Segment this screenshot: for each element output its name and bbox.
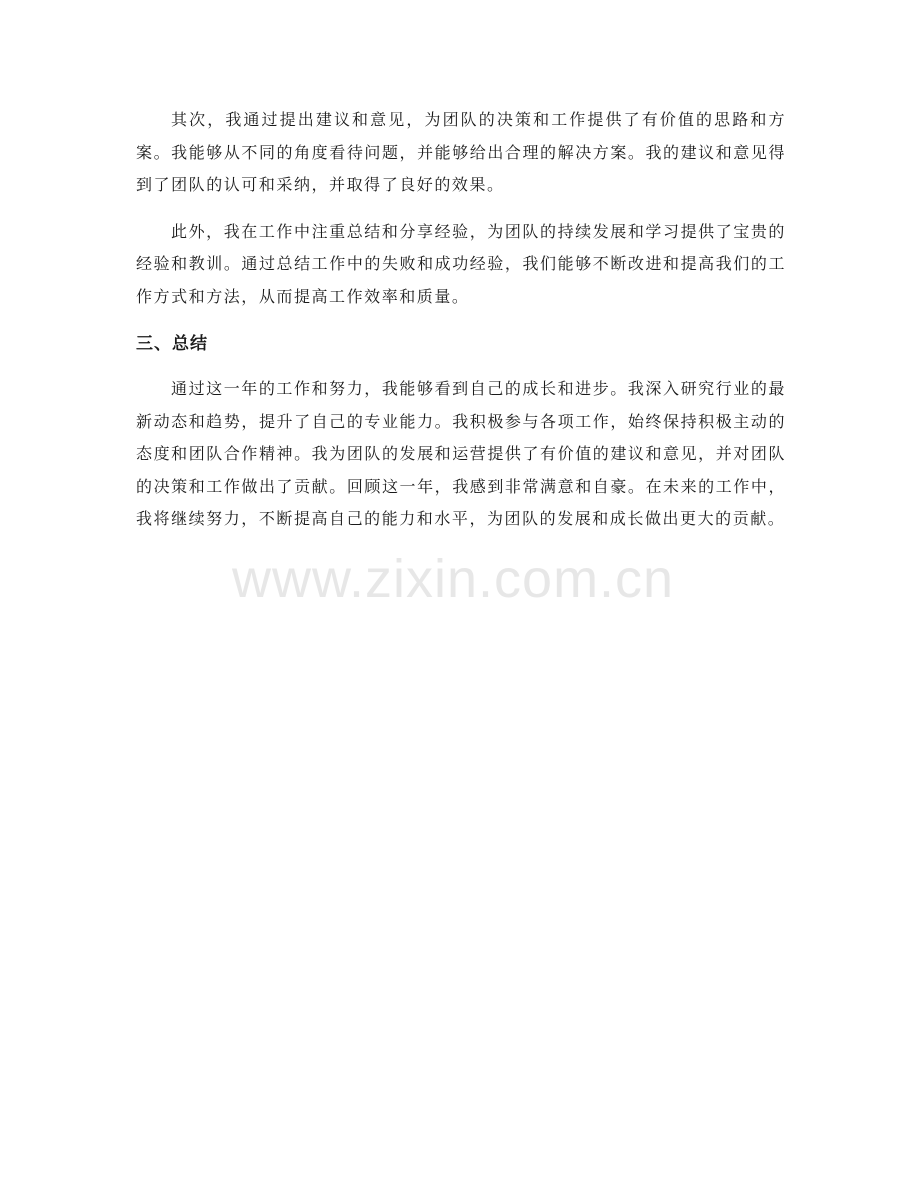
paragraph-summary: 通过这一年的工作和努力，我能够看到自己的成长和进步。我深入研究行业的最新动态和趋势，提升了自己的专业能力。我积极参与各项工作，始终保持积极主动的态度和团队合作精神。我为团队的发展和运营提供了有价值的建议和意见，并对团队的决策和工作做出了贡献。回顾这一年，我感到非常满意和自豪。在未来的工作中，我将继续努力，不断提高自己的能力和水平，为团队的发展和成长做出更大的贡献。 [136, 379, 786, 528]
paragraph-experience-sharing: 此外，我在工作中注重总结和分享经验，为团队的持续发展和学习提供了宝贵的经验和教训。通过总结工作中的失败和成功经验，我们能够不断改进和提高我们的工作方式和方法，从而提高工作效率和质量。 [136, 221, 786, 306]
paragraph-suggestions: 其次，我通过提出建议和意见，为团队的决策和工作提供了有价值的思路和方案。我能够从不同的角度看待问题，并能够给出合理的解决方案。我的建议和意见得到了团队的认可和采纳，并取得了良好的效果。 [136, 110, 786, 194]
section-heading-summary: 三、总结 [136, 334, 208, 354]
watermark-text: www.zixin.com.cn [232, 549, 675, 609]
document-body [136, 104, 786, 536]
